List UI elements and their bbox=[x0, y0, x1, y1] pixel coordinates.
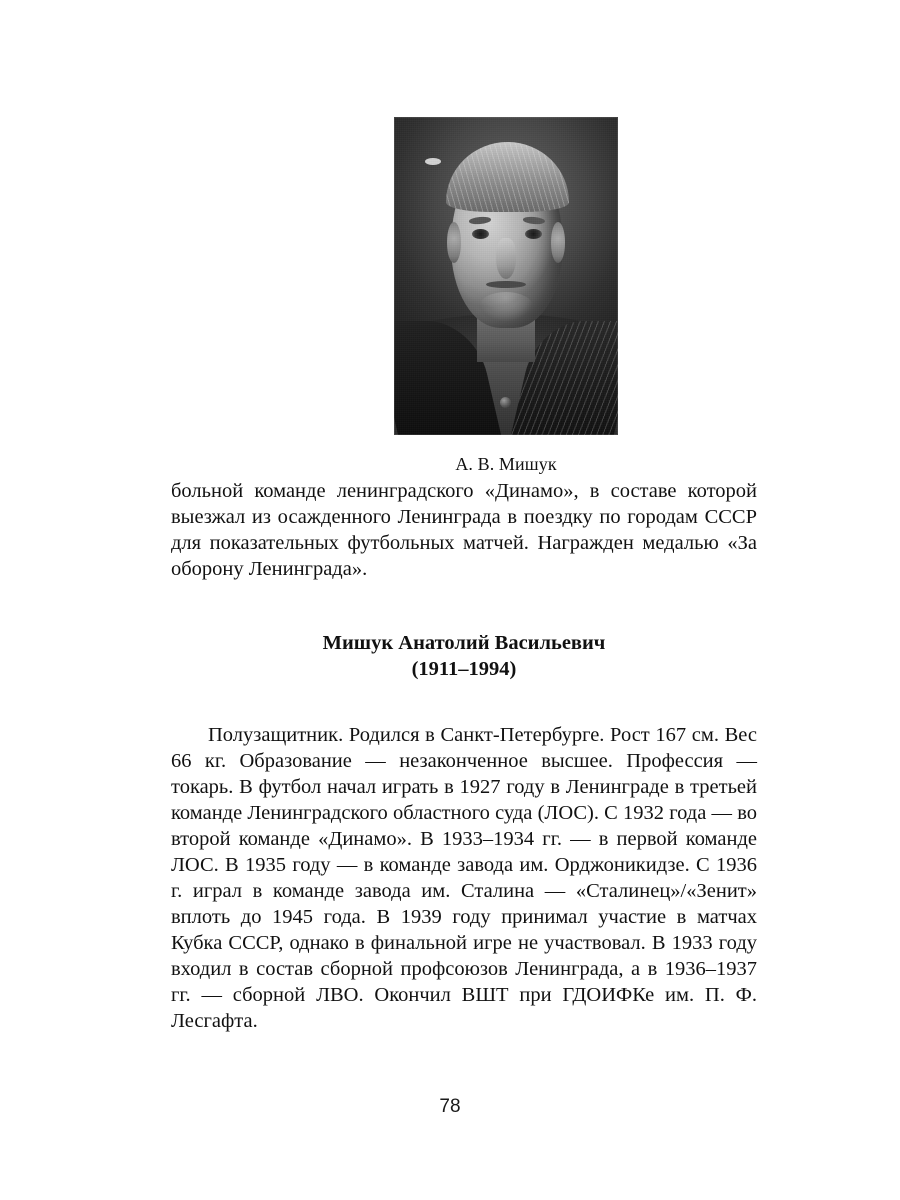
continued-paragraph: больной команде ленинградского «Динамо», в составе которой выезжал из осажденного Ленинграда в поездку по городам СССР для показательных футбольных матчей. Награжден медалью «За оборону Ленинграда». bbox=[171, 480, 757, 580]
figure-caption: А. В. Мишук bbox=[455, 454, 557, 474]
entry-name: Мишук Анатолий Васильевич bbox=[322, 632, 606, 654]
photo-border bbox=[394, 117, 618, 435]
entry-body-block bbox=[171, 722, 757, 1034]
text-column bbox=[171, 478, 757, 1034]
page-number: 78 bbox=[439, 1096, 461, 1117]
portrait-photograph bbox=[394, 117, 618, 435]
entry-heading bbox=[171, 630, 757, 682]
figure-portrait bbox=[394, 117, 618, 476]
entry-years: (1911–1994) bbox=[411, 658, 517, 680]
entry-body-paragraph: Полузащитник. Родился в Санкт-Петербурге. Рост 167 см. Вес 66 кг. Образование — незаконченное высшее. Профессия — токарь. В футбол начал играть в 1927 году в Ленинграде в третьей команде Ленинградского областного суда (ЛОС). С 1932 года — во второй команде «Динамо». В 1933–1934 гг. — в первой команде ЛОС. В 1935 году — в команде завода им. Орджоникидзе. С 1936 г. играл в команде завода им. Сталина — «Сталинец»/«Зенит» вплоть до 1945 года. В 1939 году принимал участие в матчах Кубка СССР, однако в финальной игре не участвовал. В 1933 году входил в состав сборной профсоюзов Ленинграда, а в 1936–1937 гг. — сборной ЛВО. Окончил ВШТ при ГДОИФКе им. П. Ф. Лесгафта. bbox=[171, 724, 757, 1032]
